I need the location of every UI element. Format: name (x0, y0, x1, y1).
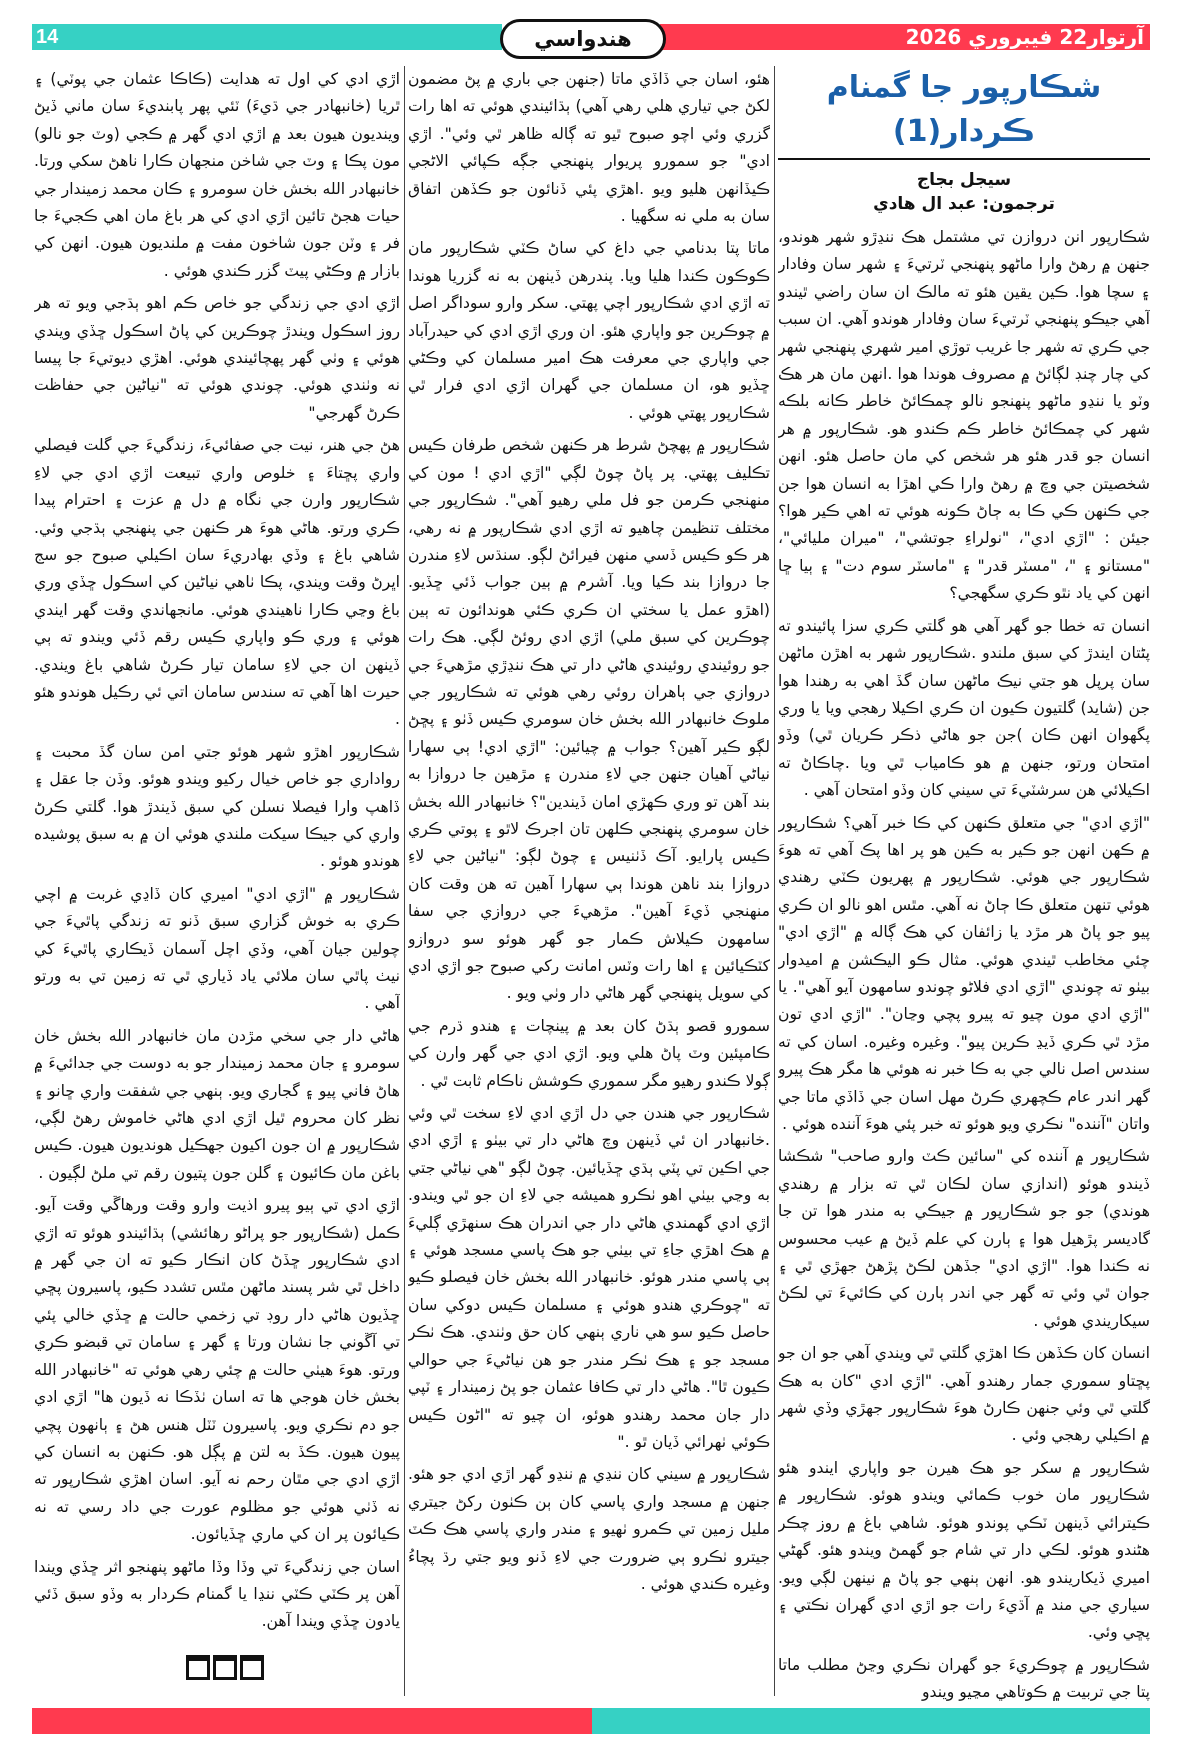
issue-date: آرتوار22 فيبروري 2026 (905, 25, 1144, 49)
paragraph: شڪارپور ۾ "اڙي ادي" اميري کان ڏاڍي غربت ۾ اچي ڪري به خوش گزاري سبق ڏنو ته زندگي پاٿيءَ جي چولين جيان آهي، وڏي اچل آسمان ڏيڪاري پاٿيءَ کي نيٺ پاٿي سان ملائي ياد ڏياري ٿي ته زمين تي به ورتو آهي . (34, 884, 400, 1013)
paragraph: شڪارپور ۾ پهچڻ شرط هر ڪنهن شخص طرفان ڪيس تڪليف پهتي. پر پاڻ چوڻ لڳي "اڙي ادي ! مون کي منهنجي ڪرمن جو فل ملي رهيو آهي". شڪارپور جي مختلف تنظيمن چاهيو ته اڙي ادي شڪارپور ۾ نه رهي، هر ڪو ڪيس ڏسي منهن فيرائڻ لڳو. سنڌس لاءِ مندرن جا دروازا بند ڪيا ويا. آشرم ۾ ٻين جواب ڏئي ڇڏيو. (اهڙو عمل يا سختي ان ڪري ڪئي هوندائون ته ٻين چوڪرين کي سبق ملي) اڙي ادي روئڻ لڳي. هڪ رات جو روئيندي روئيندي هاڻي دار تي هڪ ننڍڙي مڙهيءَ جي دروازي جي ٻاهران روئي رهي هوئي ته شڪارپور جي ملوڪ خانبهادر الله بخش خان سومري ڪيس ڏٺو ۽ پڇڻ لڳو ڪير آهين؟ جواب ۾ چيائين: "اڙي ادي! ٻي سهارا نياڻي آهيان جنهن جي لاءِ مندرن ۽ مڙهين جا دروازا به بند آهن تو وري ڪهڙي امان ڏيندين"؟ خانبهادر الله بخش خان سومري پنهنجي ڪلهن تان اجرڪ لاٿو ۽ پوتي ڪري ڪيس پارايو. آڪ ڏٺنيس ۽ چوڻ لڳو: "نياڻين جي لاءِ دروازا بند ناهن هوندا ٻي سهارا آهين ته هن وقت کان منهنجي ڏيءَ آهين". مڙهيءَ جي دروازي جي سفا سامهون ڪيلاش ڪمار جو گهر هوئو سو دروازو کٽڪيائين ۽ اها رات وٽس امانت رکي صبوح جو اڙي ادي کي سويل پنهنجي گهر هاڻي دار وٺي ويو . (408, 436, 770, 1003)
paragraph: شڪارپور ۾ آننده کي "سائين ڪٽ وارو صاحب" شڪشا ڏيندو هوئو (اندازي سان لڪان ٿي ته بزار ۾ رهندي هوندي) جو جو شڪارپور ۾ جيڪي به مندر هوا تن جا گاديسر پڙهيل هوا ۽ ٻارن کي علم ڏيڻ ۾ عيب محسوس نه ڪندا هوا. "اڙي ادي" جڏهن لڪڻ پڙهڻ جهڙي ٿي ۽ جوان ٿي وئي ته گهر جي اندر ٻارن کي ڪائيءَ تي لڪڻ سيکاريندي هوئي . (778, 1147, 1150, 1330)
paragraph: شڪارپور انن دروازن تي مشتمل هڪ ننڍڙو شهر هوندو، جنهن ۾ رهڻ وارا ماڻهو پنهنجي ٽرتيءَ ۽ شهر سان وفادار ۽ سچا هوا. ڪين يقين هئو ته مالڪ ان سان راضي ٿيندو آهي جيڪو پنهنجي ٽرتيءَ سان وفادار هوندو آهي. ان سبب جي ڪري ته شهر جا غريب توڙي امير شهري پنهنجي شهر کي چار چنڊ لڳائڻ ۾ مصروف هوندا هوا .انهن مان هر هڪ وٽو يا ننڍو ماڻهو پنهنجو نالو چمڪائڻ خاطر ڪانه بلڪه شهر کي چمڪائڻ خاطر ڪم ڪندو هو. شڪارپور ۾ هر انسان جو قدر هئو هر شخص کي مان حاصل هئو. انهن شخصيتن جي وچ ۾ رهڻ وارا ڪي اهڙا به انسان هوا جن جي ڪنهن ڪي ڪا به ڄاڻ ڪونه هوئي ته اهي ڪير هوا؟ جيئن : "اڙي ادي"، "نولراءِ جوتشي"، "ميران مليائي"، "مستانو ۽ "، "مسٽر قدر" ۽ "ماسٽر سوم دت" ۽ ٻيا ڇا انهن کي ياد نٿو ڪري سگهجي؟ (778, 228, 1150, 603)
newspaper-logo: هندواسي (500, 19, 666, 59)
article-title: شڪارپور جا گمنام ڪردار(1) (778, 66, 1150, 160)
paragraph: انسان ته خطا جو گهر آهي هو گلتي ڪري سزا پائيندو ته پڻتان ايندڙ کي سبق ملندو .شڪارپور شهر به اهڙن ماڻهن سان پرپل هو جتي نيڪ ماڻهن سان گڏ اهي به رهندا هوا جن (شايد) گلتيون ڪيون ان ڪري اڪيلا رهجي ويا يا وري پگهوان انهن ڪان )جن جو هاڻي ذڪر ڪريان ٿي) وڏو امتحان ورتو، جنهن ۾ هو ڪامياب ٿي ويا .چاڪاڻ ته اڪيلائي هن سرشٽيءَ تي سيني کان وڏو امتحان آهي . (778, 616, 1150, 800)
footer-band-left (32, 1708, 592, 1734)
footer-band-right (592, 1708, 1150, 1734)
paragraph: سمورو قصو ٻڌڻ کان بعد ۾ پينچات ۽ هندو ڌرم جي ڪامپئين وٽ پاڻ هلي ويو. اڙي ادي جي گهر وارن کي ڳولا ڪندو رهيو مگر سموري ڪوشش ناڪام ثابت ٿي . (408, 1016, 770, 1090)
paragraph: شڪارپور جي هندن جي دل اڙي ادي لاءِ سخت ٿي وئي .خانبهادر ان ئي ڏينهن وچ هاڻي دار تي بيٺو ۽ اڙي ادي جي اڪين تي پٽي ٻڌي ڇڏيائين. چوڻ لڳو "هي نياڻي جتي به وڃي بيٺي اهو ٺڪرو هميشه جي لاءِ ان جو ٿي ويندو. اڙي ادي گهمندي هاڻي دار جي اندران هڪ سنهڙي ڳليءَ ۾ هڪ اهڙي جاءِ تي بيٺي جو هڪ پاسي مسجد هوئي ۽ ٻي پاسي مندر هوئو. خانبهادر الله بخش خان فيصلو ڪيو ته "چوڪري هندو هوئي ۽ مسلمان ڪيس دوکي سان حاصل ڪيو سو هي ناري ٻنهي کان حق وٺندي. هڪ ٺڪر مسجد جو ۽ هڪ ٺڪر مندر جو هن نياڻيءَ جي حوالي ڪيون ٿا". هاڻي دار تي ڪافا عثمان جو پڻ زميندار ۽ ٽپي دار جان محمد رهندو هوئو، ان چيو ته "اڻون ڪيس ڪوئي ٺهرائي ڏيان ٿو ." (408, 1104, 770, 1451)
paragraph: شڪارپور ۾ سيني کان ننڍي ۾ ننڍو گهر اڙي ادي جو هئو. جنهن ۾ مسجد واري پاسي کان ٻن ڪٺون رکڻ جيتري مليل زمين تي ڪمرو ٺهيو ۽ مندر واري پاسي هڪ ڪٽ جيترو ٺڪرو ٻي ضرورت جي لاءِ ڏنو ويو جتي رڌ پچاءُ وغيره ڪندي هوئي . (408, 1465, 770, 1593)
column-divider (774, 66, 775, 1696)
paragraph: اسان جي زندگيءَ تي وڏا وڏا ماڻهو پنهنجو اثر ڇڏي ويندا آهن پر ڪٽي ڪٽي ننڍا يا گمنام ڪردار به وڏو سبق ڏئي يادون ڇڏي ويندا آهن. (34, 1557, 400, 1631)
article-column-2 (408, 66, 770, 1701)
paragraph: هاڻي دار جي سخي مڙدن مان خانبهادر الله بخش خان سومرو ۽ جان محمد زميندار جو به دوست جي جدائيءَ ۾ هاڻ فاني پيو ۽ گجاري ويو. ٻنهي جي شفقت واري ڇانو ۽ نظر کان محروم ٿيل اڙي ادي هاڻي خاموش رهڻ لڳي، شڪارپور ۾ ان جون اکيون جهڪيل هونديون هيون. ڪيس باغن مان ڪائيون ۽ گلن جون پتيون رقم تي ملڻ لڳيون . (34, 1026, 400, 1182)
paragraph: شڪارپور ۾ چوڪريءَ جو گهران نڪري وڃڻ مطلب ماتا پتا جي تربيت ۾ ڪوتاهي مڃيو ويندو (778, 1655, 1150, 1701)
article-translator: ترجمون: عبد ال هادي (873, 194, 1055, 214)
paragraph: انسان کان ڪڏهن ڪا اهڙي گلتي ٿي ويندي آهي جو ان جو پڇتاو سموري جمار رهندو آهي. "اڙي ادي "کان به هڪ گلتي ٿي وئي جنهن ڪارڻ هوءَ شڪارپور جهڙي وڏي شهر ۾ اڪيلي رهجي وئي . (778, 1344, 1150, 1445)
paragraph: اڙي ادي کي اول ته هدايت (ڪاڪا عثمان جي پوٽي) ۽ ٿريا (خانبهادر جي ڌيءَ) ٽئي پهر پابنديءَ سان ماني ڏيڻ وينديون هيون بعد ۾ اڙي ادي گهر ۾ ڪجي (وٽ جو نالو) مون پڪا ۽ وٽ جي شاخن منجهان ڪارا ناهڻ سکي ورتا. خانبهادر الله بخش خان سومرو ۽ ڪان محمد زميندار جي حيات هجڻ تائين اڙي ادي کي هر باغ مان اهي ڪجيءَ جا فر ۽ وٽن جون شاخون مفت ۾ ملنديون هيون. انهن کي بازار ۾ وڪڻي پيٽ گزر ڪندي هوئي . (34, 70, 400, 280)
paragraph: هڻ جي هنر، نيت جي صفائيءَ، زندگيءَ جي گلت فيصلي واري پڇتاءَ ۽ خلوص واري تبيعت اڙي ادي جي لاءِ شڪارپور وارن جي نگاه ۾ دل ۾ عزت ۽ احترام پيدا ڪري ورتو. هاڻي هوءَ هر ڪنهن جي پنهنجي ٻڌجي وئي. شاهي باغ ۽ وڏي بهادريءَ سان اڪيلي صبوح جو سج اڀرڻ وقت ويندي، پڪا ٺاهي نياڻين کي اسڪول ڇڏي وري باغ وڃي ڪارا ناهيندي هوئي. مانجهاندي وقت گهر ايندي هوئي ۽ وري ڪو واپاري ڪيس رقم ڏئي ويندو ته ٻي ڏينهن ان جي لاءِ سامان تيار ڪرڻ شاهي باغ ويندي. حيرت اها آهي ته سندس سامان اتي ئي رڪيل هوندو هئو . (34, 436, 400, 729)
header-band-left (32, 24, 502, 50)
article-column-1 (778, 66, 1150, 1701)
end-ornament-icon (186, 1655, 264, 1680)
paragraph: اڙي ادي جي زندگي جو خاص ڪم اهو ٻڌجي ويو ته هر روز اسڪول ويندڙ چوڪرين کي پاڻ اسڪول ڇڏي ويندي هوئي ۽ وٺي گهر پهچائيندي هوئي. اهڙي ديوتيءَ جا پيسا نه وٺندي هوئي. چوندي هوئي ته "نياڻين جي حفاظت ڪرڻ گهرجي" (34, 294, 400, 422)
paragraph: اڙي ادي تي ٻيو پيرو اذيت وارو وقت ورهاڱي وقت آيو. ڪمل (شڪارپور جو پراڻو رهائشي) ٻڌائيندو هوئو ته اڙي ادي شڪارپور ڇڏڻ کان انڪار ڪيو ته ان جي گهر ۾ داخل ٿي شر پسند ماڻهن مٿس تشدد ڪيو، پاسيرون پڇي ڇڏيون هاڻي دار روڊ تي زخمي حالت ۾ ڇڏي خالي پئي تي آڱوني جا نشان ورتا ۽ گهر ۽ سامان تي قبضو ڪري ورتو. هوءَ هيٺي حالت ۾ چئي رهي هوئي ته "خانبهادر الله بخش خان هوجي ها ته اسان ٺڏڪا نه ڏيون ها" اڙي ادي جو دم نڪري ويو. پاسيرون ٽٽل هنس هڻ ۽ ٻانهون پچي پيون هيون. ڪڏ به لتن ۾ پڳل هو. ڪنهن به انسان کي اڙي ادي جي مٿان رحم نه آيو. اسان اهڙي شڪارپور ته نه ڏٺي هوئي جو مظلوم عورت جي داد رسي ته نه ڪيائون پر ان کي ماري ڇڏيائون. (34, 1196, 400, 1544)
page-number: 14 (36, 26, 59, 48)
paragraph: شڪارپور ۾ سکر جو هڪ هيرن جو واپاري ايندو هئو شڪارپور مان خوب ڪمائي ويندو هوئو. شڪارپور ۾ ڪيترائي ڏينهن ٽڪي پوندو هوئو. شاهي باغ ۾ روز چڪر هڻندو هوئو. لڪي دار تي شام جو گهمڻ ويندو هئو. گهڻي اميري ڏيکاريندو هو. انهن ٻنهي جو پاڻ ۾ نينهن لڳي ويو. سياري جي مند ۾ آڌيءَ رات جو اڙي ادي گهران نڪتي ۽ پڇي وئي. (778, 1458, 1150, 1642)
article-author: سيجل بجاج (916, 170, 1012, 190)
paragraph: هئو، اسان جي ڏاڏي ماتا (جنهن جي باري ۾ پڻ مضمون لکڻ جي تياري هلي رهي آهي) ٻڌائيندي هوئي ته اها رات گزري وئي اچو صبوح ٿيو ته ڳاله ظاهر ٿي وئي". اڙي ادي" جو سمورو پريوار پنهنجي جڳه ڪپائي الاڻجي ڪيڏانهن هليو ويو .اهڙي پئي ڏنائون جو ڪڏهن اتفاق سان به ملي نه سگهيا . (408, 70, 770, 226)
column-divider (404, 66, 405, 1696)
paragraph: "اڙي ادي" جي متعلق ڪنهن کي ڪا خبر آهي؟ شڪارپور ۾ ڪهن انهن جو ڪير به ڪين هو پر اها پڪ آهي ته هوءَ شڪارپور جي هوئي. شڪارپور ۾ پهريون ڪٽي رهندي هوئي تنهن متعلق ڪا ڄاڻ نه آهي. مٿس اهو نالو ان ڪري پيو جو پاڻ هر مڙد يا زائفان کي هڪ ڳاله ۾ "اڙي ادي" چئي مخاطب ٿيندي هوئي. مثال ڪو اليڪشن ۾ اميدوار بيٺو ته چوندي "اڙي ادي فلاڻو چوندو سامهون آيو آهي". يا "اڙي ادي مون چيو ته پيرو پچي وڃان". "اڙي ادي تون مڙد ٿي ڪري ڏيڍ ڪرين پيو". وغيره وغيره. اسان کي ته سندس اصل نالي جي به ڪا خبر نه هوئي ها مگر هڪ پيرو گهر اندر عام ڪچهري ڪرڻ مهل اسان جي ڏاڏي ماتا جي واتان "آننده" نڪري ويو هوئو ته خبر پئي هوءَ آننده هوئي . (778, 813, 1150, 1133)
paragraph: شڪارپور اهڙو شهر هوئو جتي امن سان گڏ محبت ۽ رواداري جو خاص خيال رکيو ويندو هوئو. وڏن جا عقل ۽ ڏاهپ وارا فيصلا نسلن کي سبق ڏيندڙ هوا. گلتي ڪرڻ واري کي جيڪا سيکت ملندي هوئي ان ۾ به سبق پوشيده هوندو هوئو . (34, 742, 400, 871)
article-column-3 (34, 66, 400, 1701)
paragraph: ماتا پتا بدنامي جي داغ کي ساڻ ڪٽي شڪارپور مان ڪوڪون ڪندا هليا ويا. پندرهن ڏينهن به نه گزريا هوندا ته اڙي ادي شڪارپور اچي پهتي. سکر وارو سوداگر اصل ۾ چوڪرين جو واپاري هئو. ان وري اڙي ادي کي حيدرآباد جي واپاري جي معرفت هڪ امير مسلمان کي وڪڻي ڇڏيو هو، ان مسلمان جي گهران اڙي ادي فرار ٿي شڪارپور پهتي هوئي . (408, 239, 770, 422)
